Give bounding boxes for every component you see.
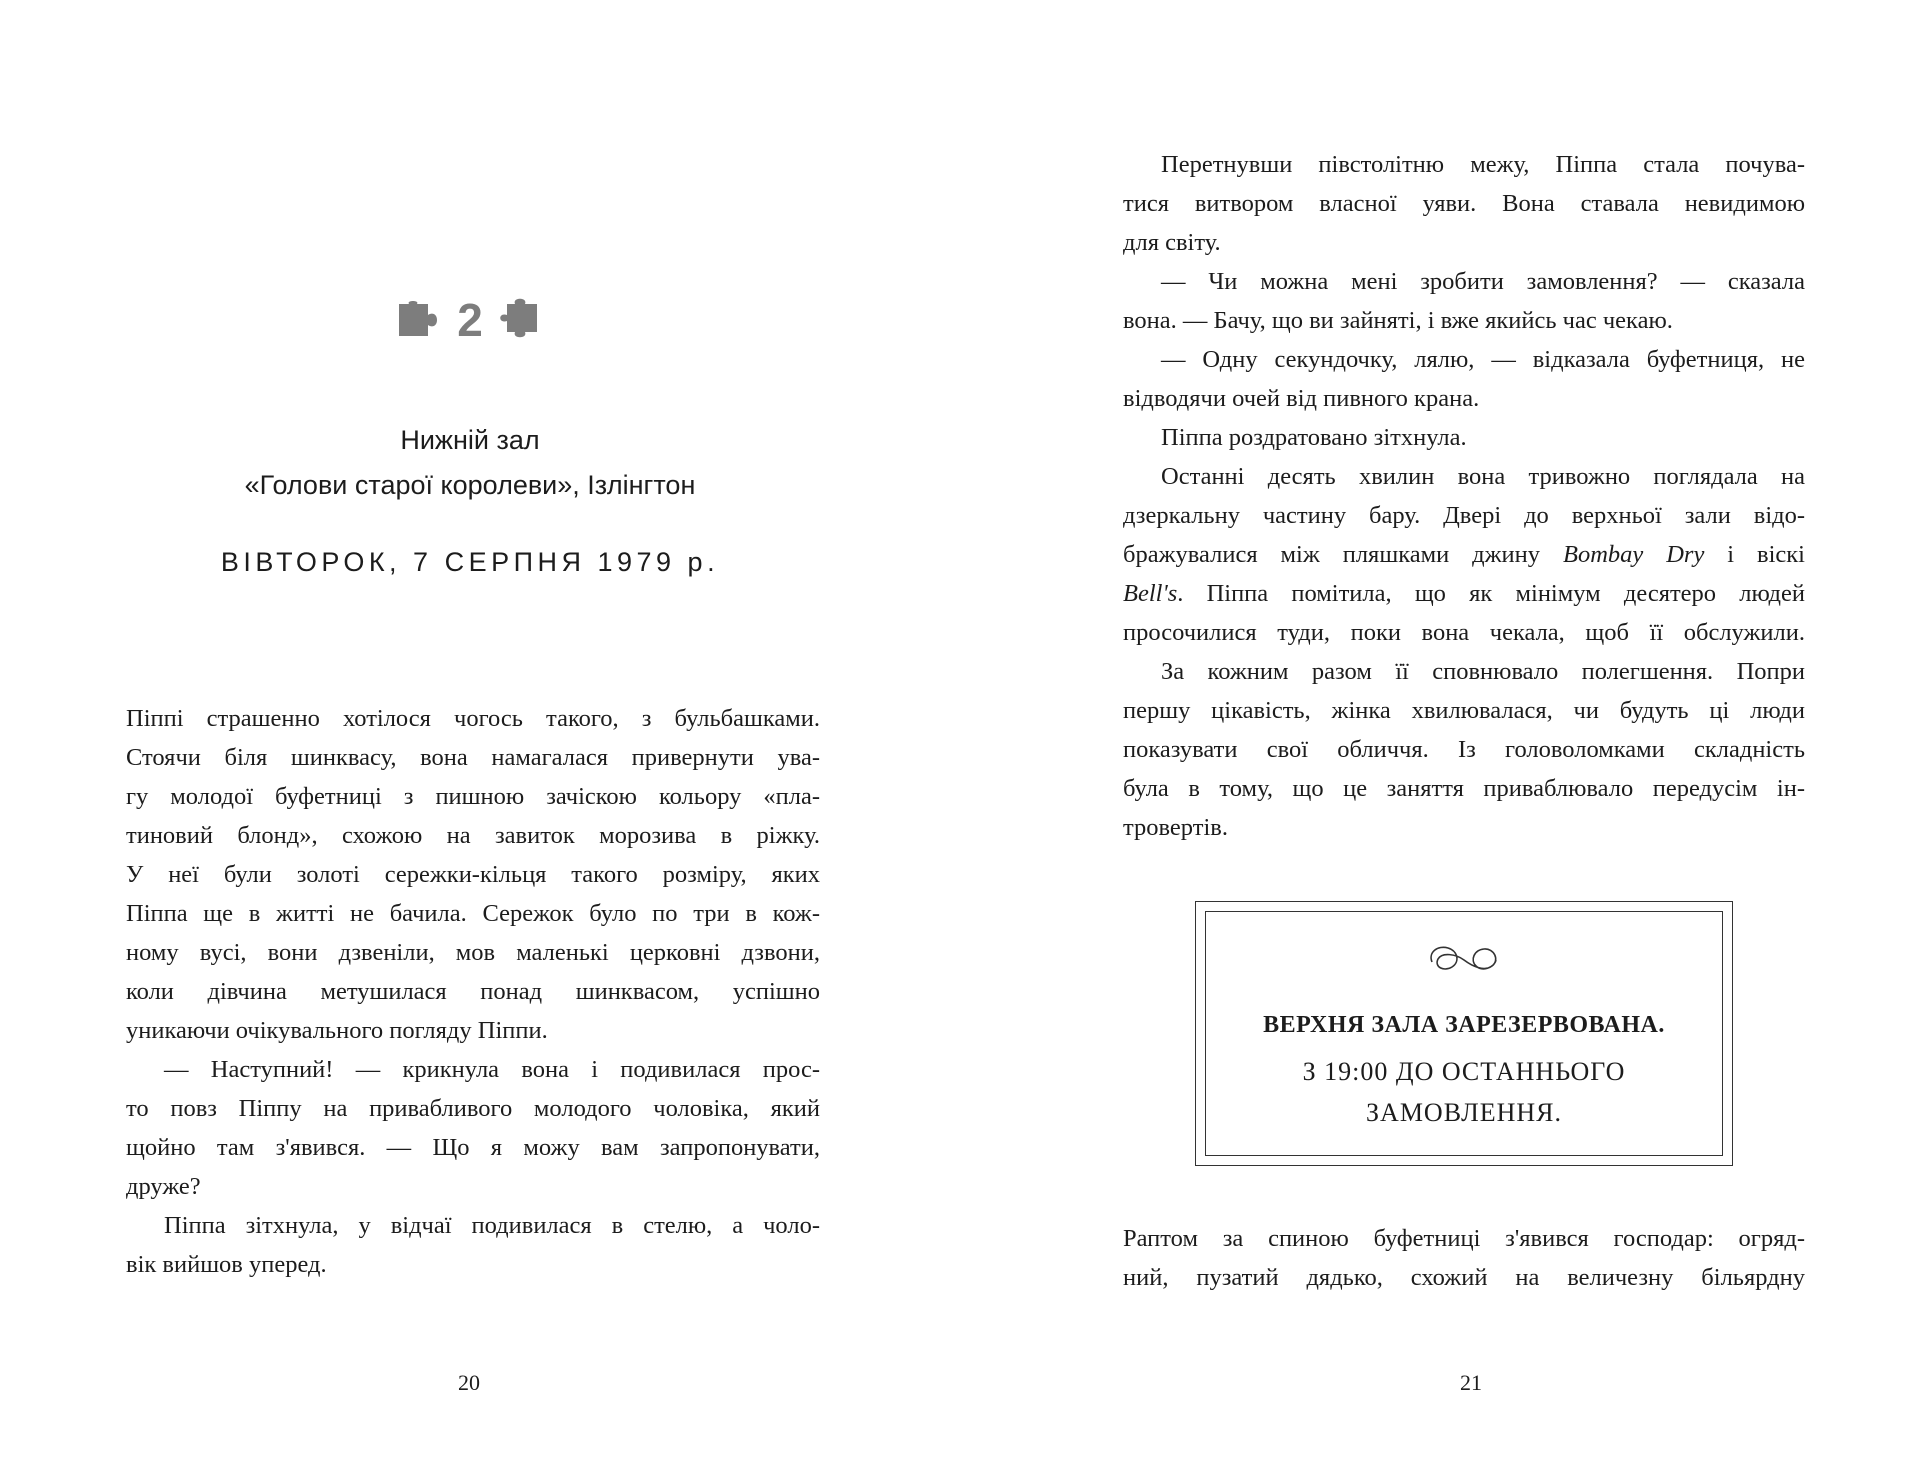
reservation-notice <box>1195 901 1733 1166</box>
flourish-ornament-icon <box>1426 942 1502 976</box>
text-line: тися витвором власної уяви. Вона ставала невидимою <box>1123 190 1805 217</box>
text-line: Стоячи біля шинквасу, вона намагалася привернути ува- <box>126 744 820 771</box>
text-line: тровертів. <box>1123 814 1228 841</box>
text-line: бражувалися між пляшками джину Bombay Dry і віскі <box>1123 541 1805 568</box>
puzzle-piece-right-icon <box>495 296 545 344</box>
text-line: У неї були золоті сережки-кільця такого розміру, яких <box>126 861 820 888</box>
text-line: Піппа ще в житті не бачила. Сережок було по три в кож- <box>126 900 820 927</box>
chapter-date: ВІВТОРОК, 7 СЕРПНЯ 1979 р. <box>220 547 720 577</box>
right-body-text-continued <box>1123 1219 1805 1297</box>
text-line: то повз Піппу на привабливого молодого чоловіка, який <box>126 1095 820 1122</box>
text-line: друже? <box>126 1173 201 1200</box>
text-line: уникаючи очікувального погляду Піппи. <box>126 1017 548 1044</box>
chapter-location <box>120 418 820 508</box>
right-body-text <box>1123 145 1805 847</box>
puzzle-piece-left-icon <box>395 300 445 340</box>
text-line: тиновий блонд», схожою на завиток морозива в ріжку. <box>126 822 820 849</box>
text-line: вона. — Бачу, що ви зайняті, і вже якийсь час чекаю. <box>1123 307 1673 334</box>
text-line: щойно там з'явився. — Що я можу вам запропонувати, <box>126 1134 820 1161</box>
text-line: Останні десять хвилин вона тривожно поглядала на <box>1161 463 1805 490</box>
text-line: Піппа роздратовано зітхнула. <box>1161 424 1467 451</box>
text-line: показувати свої обличчя. Із головоломками складність <box>1123 736 1805 763</box>
text-line: Раптом за спиною буфетниці з'явився господар: огряд- <box>1123 1225 1805 1252</box>
location-line-2: «Голови старої королеви», Ізлінгтон <box>244 470 696 500</box>
text-line: відводячи очей від пивного крана. <box>1123 385 1480 412</box>
text-line: першу цікавість, жінка хвилювалася, чи будуть ці люди <box>1123 697 1805 724</box>
text-line: Піппі страшенно хотілося чогось такого, з бульбашками. <box>126 705 820 732</box>
text-line: вік вийшов уперед. <box>126 1251 327 1278</box>
text-line: — Чи можна мені зробити замовлення? — сказала <box>1161 268 1805 295</box>
text-line: була в тому, що це заняття приваблювало передусім ін- <box>1123 775 1805 802</box>
left-body-text <box>126 699 820 1284</box>
notice-line-1: З 19:00 ДО ОСТАННЬОГО <box>1302 1057 1626 1086</box>
text-line: ний, пузатий дядько, схожий на величезну більярдну <box>1123 1264 1805 1291</box>
notice-inner-frame <box>1205 911 1723 1156</box>
text-line: коли дівчина метушилася понад шинквасом, успішно <box>126 978 820 1005</box>
chapter-marker <box>390 292 550 348</box>
text-line: Bell's. Піппа помітила, що як мінімум десятеро людей <box>1123 580 1805 607</box>
notice-line-2: ЗАМОВЛЕННЯ. <box>1366 1098 1562 1127</box>
page-number: 20 <box>458 1370 480 1395</box>
notice-title: ВЕРХНЯ ЗАЛА ЗАРЕЗЕРВОВАНА. <box>1263 1012 1665 1038</box>
text-line: Піппа зітхнула, у відчаї подивилася в стелю, а чоло- <box>164 1212 820 1239</box>
text-line: Перетнувши півстолітню межу, Піппа стала почува- <box>1161 151 1805 178</box>
text-line: За кожним разом її сповнювало полегшення. Попри <box>1161 658 1805 685</box>
text-line: дзеркальну частину бару. Двері до верхньої зали відо- <box>1123 502 1805 529</box>
page-number: 21 <box>1460 1370 1482 1395</box>
text-line: гу молодої буфетниці з пишною зачіскою кольору «пла- <box>126 783 820 810</box>
text-line: для світу. <box>1123 229 1221 256</box>
text-line: — Одну секундочку, лялю, — відказала буфетниця, не <box>1161 346 1805 373</box>
text-line: ному вусі, вони дзвеніли, мов маленькі церковні дзвони, <box>126 939 820 966</box>
text-line: — Наступний! — крикнула вона і подивилася прос- <box>164 1056 820 1083</box>
location-line-1: Нижній зал <box>400 425 540 455</box>
text-line: просочилися туди, поки вона чекала, щоб її обслужили. <box>1123 619 1805 646</box>
chapter-number: 2 <box>457 294 483 346</box>
